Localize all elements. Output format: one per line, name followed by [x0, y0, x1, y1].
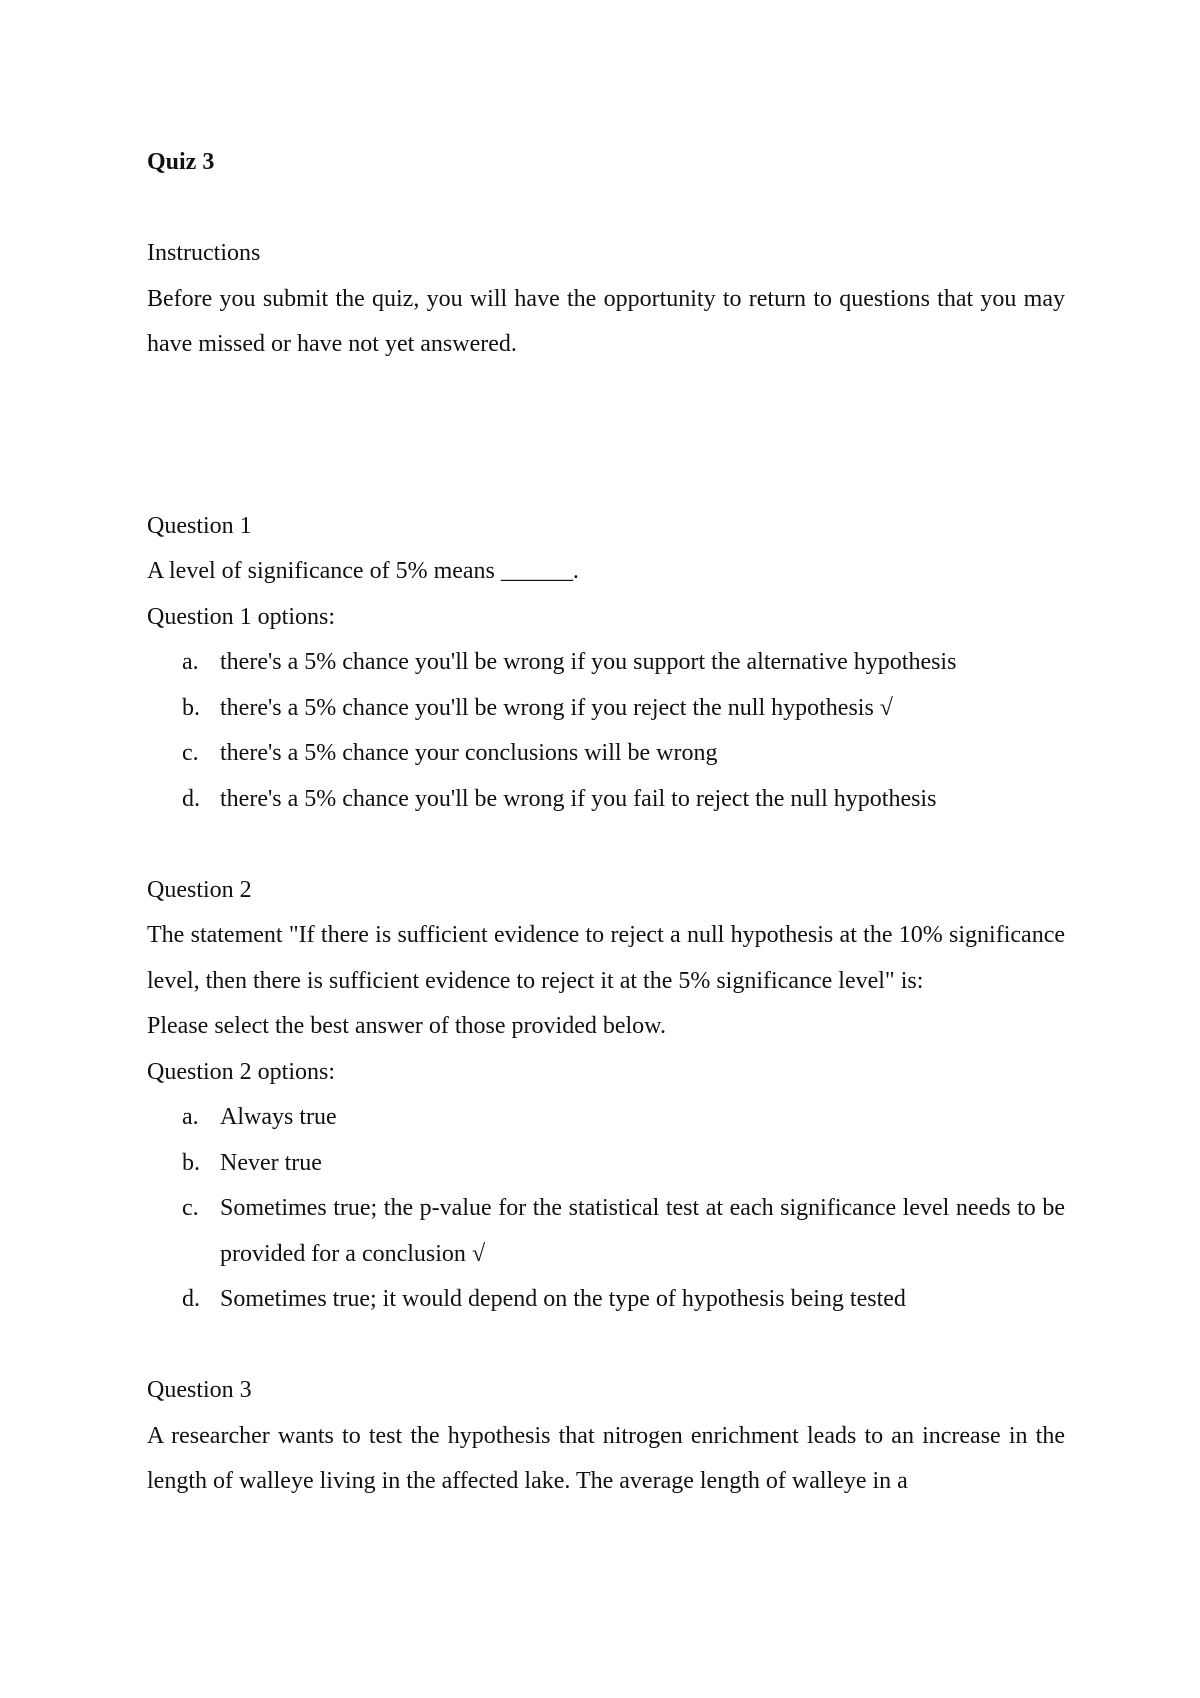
question-2-options-heading: Question 2 options: — [147, 1058, 336, 1085]
question-1-option-a[interactable] — [147, 640, 1065, 686]
question-1 — [147, 504, 1065, 823]
option-letter: b. — [182, 694, 200, 721]
question-1-options-heading: Question 1 options: — [147, 603, 336, 630]
question-1-option-d[interactable] — [147, 777, 1065, 823]
option-text: there's a 5% chance you'll be wrong if you fail to reject the null hypothesis — [220, 785, 937, 812]
option-letter: a. — [182, 1104, 199, 1130]
question-2-option-c[interactable] — [147, 1186, 1065, 1277]
question-1-option-b[interactable] — [147, 686, 1065, 732]
question-2 — [147, 868, 1065, 1323]
option-text: Sometimes true; it would depend on the type of hypothesis being tested — [220, 1286, 906, 1312]
option-text: there's a 5% chance your conclusions will be wrong — [220, 740, 718, 766]
instructions-text: Before you submit the quiz, you will have the opportunity to return to questions that you may have missed or have not yet answered. — [147, 285, 1065, 357]
question-2-note: Please select the best answer of those provided below. — [147, 1013, 666, 1039]
quiz-title: Quiz 3 — [147, 149, 215, 175]
option-text: there's a 5% chance you'll be wrong if you support the alternative hypothesis — [220, 649, 957, 675]
option-text: Always true — [220, 1104, 337, 1130]
question-2-option-a[interactable] — [147, 1095, 1065, 1141]
instructions-section — [147, 231, 1065, 368]
question-3-prompt: A researcher wants to test the hypothesis that nitrogen enrichment leads to an increase in the length of walleye living in the affected lake. The average length of walleye in a — [147, 1422, 1065, 1494]
question-1-option-c[interactable] — [147, 731, 1065, 777]
option-letter: d. — [182, 1286, 200, 1312]
question-1-prompt: A level of significance of 5% means ______. — [147, 558, 579, 584]
question-2-option-b[interactable] — [147, 1141, 1065, 1187]
option-text: there's a 5% chance you'll be wrong if you reject the null hypothesis — [220, 694, 874, 721]
instructions-heading: Instructions — [147, 240, 261, 266]
option-letter: a. — [182, 649, 199, 675]
question-1-options — [147, 640, 1065, 822]
option-text: Sometimes true; the p-value for the statistical test at each significance level needs to be provided for a conclusion — [220, 1195, 1065, 1267]
check-mark-icon: √ — [879, 694, 893, 721]
question-2-options — [147, 1095, 1065, 1323]
option-letter: c. — [182, 1195, 199, 1221]
option-letter: d. — [182, 785, 200, 812]
option-letter: b. — [182, 1149, 200, 1176]
quiz-page — [147, 140, 1065, 1505]
option-letter: c. — [182, 740, 199, 766]
question-3-heading: Question 3 — [147, 1377, 252, 1403]
question-2-option-d[interactable] — [147, 1277, 1065, 1323]
option-text: Never true — [220, 1149, 322, 1176]
question-3 — [147, 1368, 1065, 1505]
question-2-prompt: The statement "If there is sufficient evidence to reject a null hypothesis at the 10% significance level, then there is sufficient evidence to reject it at the 5% significance level" is: — [147, 922, 1065, 994]
question-1-heading: Question 1 — [147, 512, 252, 539]
check-mark-icon: √ — [471, 1240, 486, 1267]
question-2-heading: Question 2 — [147, 876, 252, 903]
